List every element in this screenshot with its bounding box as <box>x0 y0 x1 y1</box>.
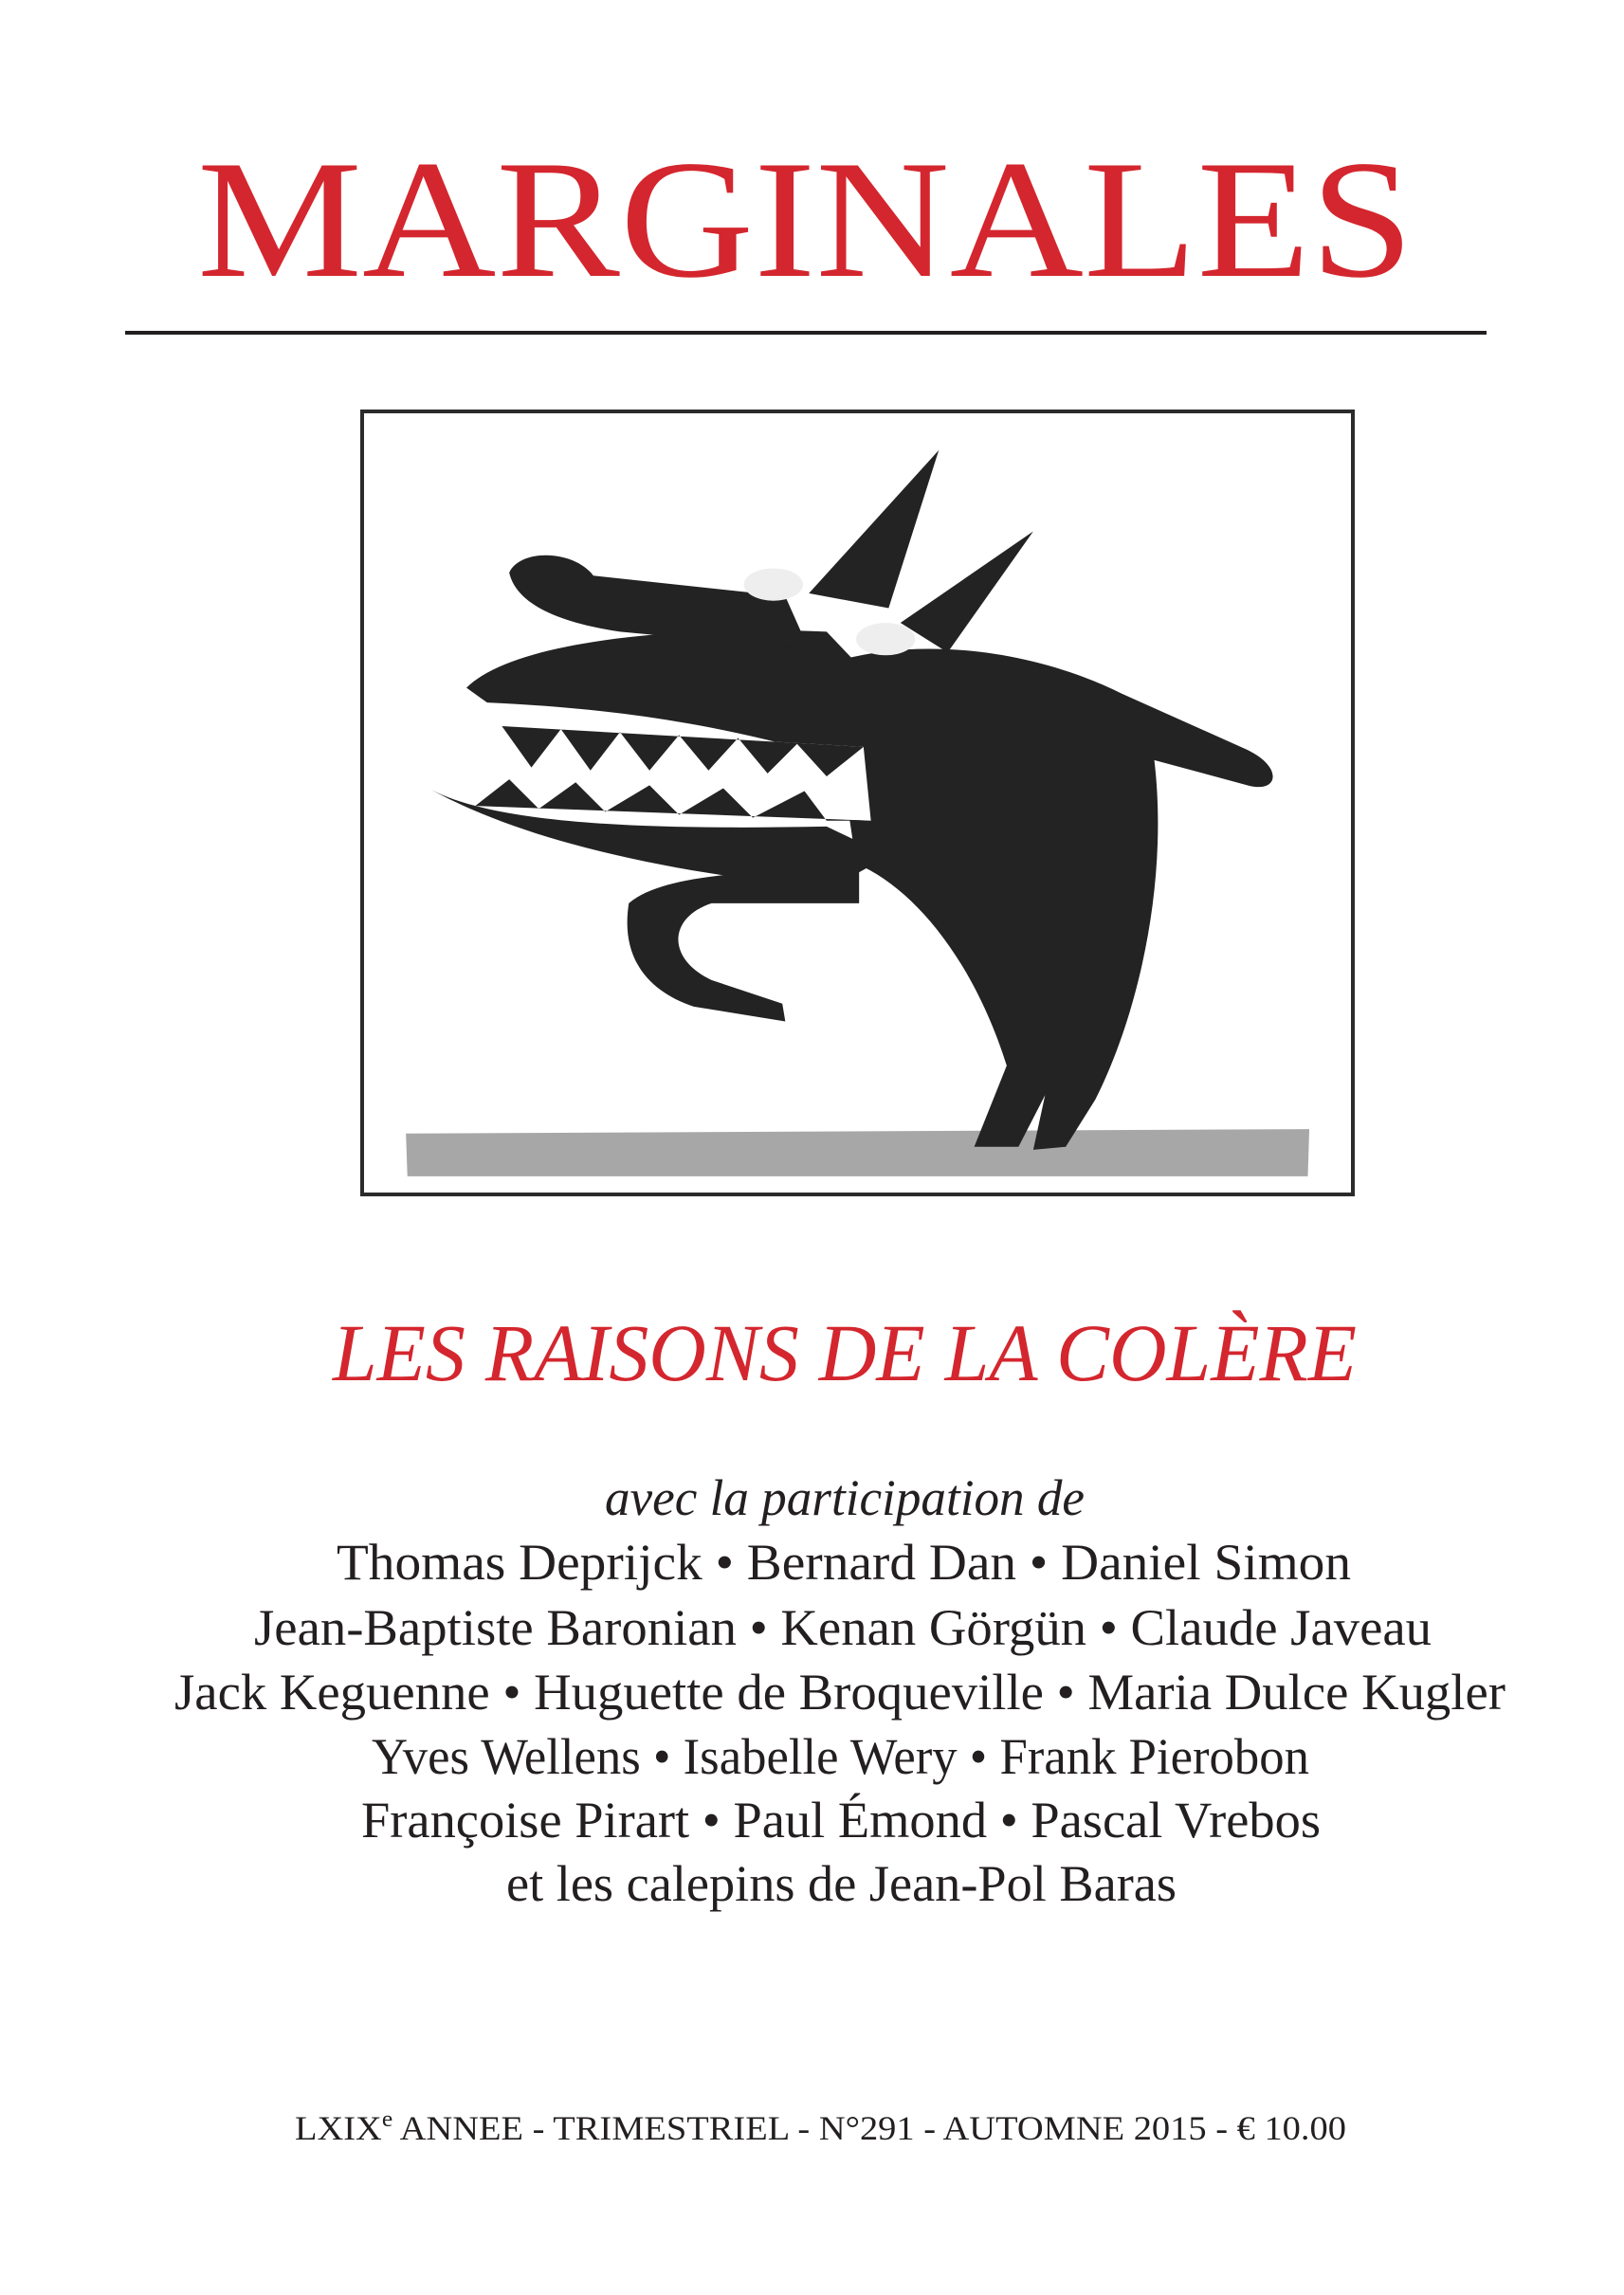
ground-strip <box>406 1129 1309 1176</box>
issue-details: ANNEE - TRIMESTRIEL - N°291 - AUTOMNE 2015 - € 10.00 <box>392 2109 1286 2147</box>
contributors-line: et les calepins de Jean-Pol Baras <box>506 1855 1177 1912</box>
wolf-eye-right <box>856 623 915 655</box>
wolf-eye-left <box>744 568 803 600</box>
masthead-title: MARGINALES <box>197 125 1414 313</box>
year-roman: LXIX <box>295 2109 376 2147</box>
contributors-list <box>174 1534 1505 1912</box>
contributors-line: Jean-Baptiste Baronian • Kenan Görgün • Claude Javeau <box>254 1599 1432 1656</box>
year-suffix: e <box>381 2107 392 2132</box>
cover-illustration <box>362 411 1353 1194</box>
contributors-line: Jack Keguenne • Huguette de Broqueville • Maria Dulce Kugler <box>174 1664 1506 1721</box>
contributors-line: Yves Wellens • Isabelle Wery • Frank Pierobon <box>372 1728 1309 1785</box>
contributors-line: Thomas Deprijck • Bernard Dan • Daniel Simon <box>337 1534 1351 1591</box>
participation-intro: avec la participation de <box>605 1469 1085 1526</box>
contributors-line: Françoise Pirart • Paul Émond • Pascal Vrebos <box>361 1792 1321 1849</box>
theme-title: LES RAISONS DE LA COLÈRE <box>331 1307 1357 1398</box>
masthead-rule <box>125 331 1487 335</box>
issue-info-footer <box>295 2107 1346 2147</box>
